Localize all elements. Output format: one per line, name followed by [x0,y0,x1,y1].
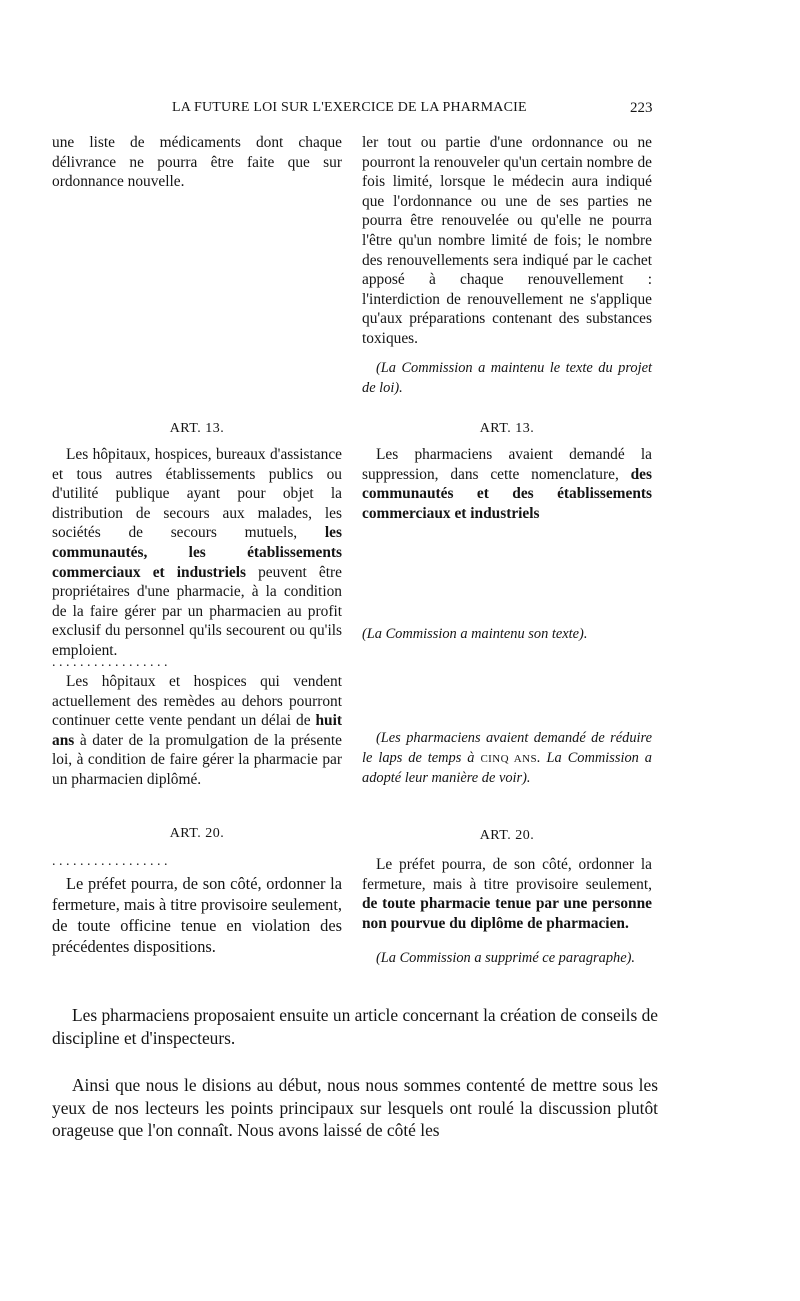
left-article-13-text-b: peuvent être propriétaires d'une pharmacie, à la condition de la faire gérer par un pharmacien au profit exclusif du personnel qu'ils secourent ou qu'ils emploient. [52,563,342,659]
right-note-3-smallcaps: CINQ ANS [480,752,538,765]
left-hospitals-paragraph [52,672,342,790]
left-article-20-heading: ART. 20. [169,826,225,841]
right-paragraph-continuation: ler tout ou partie d'une ordonnance ou ne pourront la renouveler qu'un certain nombre de fois limité, lorsque le médecin aura indiqué que l'ordonnance ou une de ses parties ne pourra être renouvelée ou qu'elle ne pourra l'être qu'un nombre limité de fois; le nombre des renouvellements sera indiqué par le cachet apposé à chaque renouvellement : l'interdiction de renouvellement ne s'applique qu'aux préparations contenant des substances toxiques. [362,134,652,347]
right-note-3-text-b: . La Commission a adopté leur manière de voir). [362,749,652,787]
left-paragraph-continuation: une liste de médicaments dont chaque délivrance ne pourra être faite que sur ordonnance nouvelle. [52,134,342,191]
right-article-20-heading: ART. 20. [479,828,535,843]
body-paragraph-1: Les pharmaciens proposaient ensuite un article concernant la création de conseils de discipline et d'inspecteurs. [52,1005,658,1048]
left-hospitals-text-b: à dater de la promulgation de la présente loi, à condition de faire gérer la pharmacie par un pharmacien diplômé. [52,731,342,788]
right-article-20-text-a: Le préfet pourra, de son côté, ordonner la fermeture, mais à titre provisoire seulement, [362,856,652,893]
left-ellipsis-divider-1: . . . . . . . . . . . . . . . . . [52,655,168,670]
left-hospitals-text-a: Les hôpitaux et hospices qui vendent actuellement des remèdes au dehors pourront continuer cette vente pendant un délai de [52,673,342,730]
left-article-13-heading: ART. 13. [169,421,225,436]
right-article-13-text-bold: des communautés et des établissements commerciaux et industriels [362,465,652,522]
left-article-13-text [52,445,342,661]
left-ellipsis-divider-2: . . . . . . . . . . . . . . . . . [52,854,168,869]
left-article-20-text: Le préfet pourra, de son côté, ordonner la fermeture, mais à titre provisoire seulement, de toute officine tenue en violation des précédentes dispositions. [52,874,342,956]
right-commission-note-4: (La Commission a supprimé ce paragraphe). [376,950,636,966]
left-article-13-text-bold: les communautés, les établissements commerciaux et industriels [52,524,342,581]
right-article-20-text [362,855,652,933]
right-article-13-text-a: Les pharmaciens avaient demandé la suppression, dans cette nomenclature, [362,446,652,483]
left-hospitals-text-bold: huit ans [52,712,342,749]
right-commission-note-1: (La Commission a maintenu le texte du projet de loi). [362,360,652,396]
right-commission-note-2: (La Commission a maintenu son texte). [362,626,588,642]
right-article-13-heading: ART. 13. [479,421,535,436]
right-article-20-text-bold: de toute pharmacie tenue par une personne non pourvue du diplôme de pharmacien. [362,895,652,932]
left-article-13-text-a: Les hôpitaux, hospices, bureaux d'assistance et tous autres établissements publics ou d'utilité publique ayant pour objet la distribution de secours aux malades, les sociétés de secours mutuels, [52,446,342,542]
running-header: LA FUTURE LOI SUR L'EXERCICE DE LA PHARMACIE [172,100,527,115]
right-note-3-text-a: (Les pharmaciens avaient demandé de réduire le laps de temps à [362,730,652,766]
right-article-13-text [362,445,652,523]
page-number: 223 [630,100,653,116]
body-paragraph-2: Ainsi que nous le disions au début, nous nous sommes contenté de mettre sous les yeux de nos lecteurs les points principaux sur lesquels ont roulé la discussion plutôt orageuse que l'on connaît. Nous avons laissé de côté les [52,1075,658,1140]
right-commission-note-3 [362,729,652,789]
